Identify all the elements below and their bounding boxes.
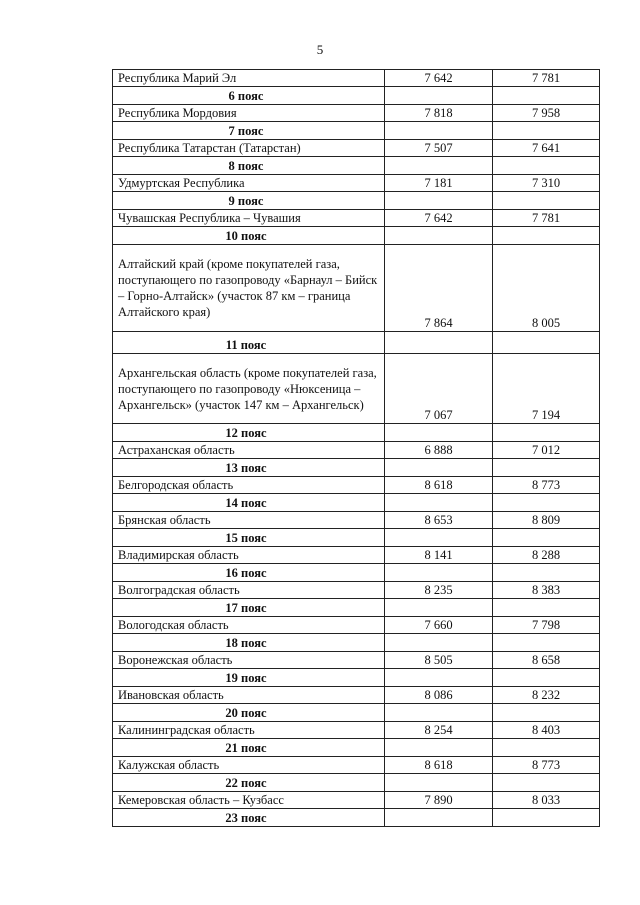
price-cell-1: 7 890 bbox=[385, 792, 493, 809]
table-row bbox=[113, 105, 600, 122]
empty-cell bbox=[493, 564, 600, 582]
region-cell: Волгоградская область bbox=[113, 582, 385, 599]
table-row bbox=[113, 175, 600, 192]
price-cell-2: 7 958 bbox=[493, 105, 600, 122]
zone-header-row bbox=[113, 494, 600, 512]
zone-header-row bbox=[113, 529, 600, 547]
empty-cell bbox=[385, 634, 493, 652]
empty-cell bbox=[493, 494, 600, 512]
region-cell: Кемеровская область – Кузбасс bbox=[113, 792, 385, 809]
region-cell: Чувашская Республика – Чувашия bbox=[113, 210, 385, 227]
empty-cell bbox=[493, 227, 600, 245]
price-cell-1: 7 642 bbox=[385, 210, 493, 227]
price-cell-1: 8 141 bbox=[385, 547, 493, 564]
table-row bbox=[113, 722, 600, 739]
zone-label: 11 пояс bbox=[113, 332, 385, 354]
price-cell-2: 8 288 bbox=[493, 547, 600, 564]
price-cell-2: 8 403 bbox=[493, 722, 600, 739]
zone-label: 15 пояс bbox=[113, 529, 385, 547]
region-cell: Республика Татарстан (Татарстан) bbox=[113, 140, 385, 157]
region-cell: Алтайский край (кроме покупателей газа, поступающего по газопроводу «Барнаул – Бийск – Горно-Алтайск» (участок 87 км – граница Алтайского края) bbox=[113, 245, 385, 332]
price-cell-1: 7 818 bbox=[385, 105, 493, 122]
table-row bbox=[113, 547, 600, 564]
zone-label: 17 пояс bbox=[113, 599, 385, 617]
price-cell-1: 7 660 bbox=[385, 617, 493, 634]
table-row bbox=[113, 617, 600, 634]
price-cell-2: 7 310 bbox=[493, 175, 600, 192]
empty-cell bbox=[385, 227, 493, 245]
price-cell-2: 7 194 bbox=[493, 354, 600, 424]
region-cell: Владимирская область bbox=[113, 547, 385, 564]
region-cell: Республика Мордовия bbox=[113, 105, 385, 122]
empty-cell bbox=[385, 739, 493, 757]
zone-header-row bbox=[113, 634, 600, 652]
empty-cell bbox=[385, 87, 493, 105]
zone-header-row bbox=[113, 192, 600, 210]
empty-cell bbox=[493, 669, 600, 687]
price-cell-2: 7 012 bbox=[493, 442, 600, 459]
region-cell: Белгородская область bbox=[113, 477, 385, 494]
zone-header-row bbox=[113, 459, 600, 477]
empty-cell bbox=[493, 809, 600, 827]
zone-header-row bbox=[113, 809, 600, 827]
zone-header-row bbox=[113, 157, 600, 175]
table-row bbox=[113, 140, 600, 157]
price-cell-1: 8 235 bbox=[385, 582, 493, 599]
zone-label: 10 пояс bbox=[113, 227, 385, 245]
region-cell: Астраханская область bbox=[113, 442, 385, 459]
price-cell-2: 8 383 bbox=[493, 582, 600, 599]
empty-cell bbox=[493, 774, 600, 792]
price-cell-2: 8 658 bbox=[493, 652, 600, 669]
empty-cell bbox=[385, 424, 493, 442]
empty-cell bbox=[493, 424, 600, 442]
zone-label: 7 пояс bbox=[113, 122, 385, 140]
price-cell-1: 8 618 bbox=[385, 477, 493, 494]
price-cell-2: 8 773 bbox=[493, 477, 600, 494]
price-cell-2: 8 005 bbox=[493, 245, 600, 332]
zone-label: 20 пояс bbox=[113, 704, 385, 722]
price-cell-2: 7 798 bbox=[493, 617, 600, 634]
price-cell-1: 7 642 bbox=[385, 70, 493, 87]
zone-header-row bbox=[113, 227, 600, 245]
zone-header-row bbox=[113, 122, 600, 140]
empty-cell bbox=[385, 157, 493, 175]
zone-label: 12 пояс bbox=[113, 424, 385, 442]
empty-cell bbox=[385, 494, 493, 512]
region-cell: Калужская область bbox=[113, 757, 385, 774]
region-cell: Воронежская область bbox=[113, 652, 385, 669]
empty-cell bbox=[493, 529, 600, 547]
empty-cell bbox=[385, 459, 493, 477]
empty-cell bbox=[385, 529, 493, 547]
price-cell-1: 8 254 bbox=[385, 722, 493, 739]
empty-cell bbox=[385, 192, 493, 210]
empty-cell bbox=[385, 332, 493, 354]
table-row bbox=[113, 792, 600, 809]
zone-header-row bbox=[113, 704, 600, 722]
table-row bbox=[113, 70, 600, 87]
region-cell: Калининградская область bbox=[113, 722, 385, 739]
price-cell-1: 8 086 bbox=[385, 687, 493, 704]
region-cell: Ивановская область bbox=[113, 687, 385, 704]
region-cell: Республика Марий Эл bbox=[113, 70, 385, 87]
empty-cell bbox=[493, 87, 600, 105]
zone-header-row bbox=[113, 669, 600, 687]
empty-cell bbox=[385, 774, 493, 792]
region-cell: Архангельская область (кроме покупателей газа, поступающего по газопроводу «Нюксеница – Архангельск» (участок 147 км – Архангельск) bbox=[113, 354, 385, 424]
zone-label: 22 пояс bbox=[113, 774, 385, 792]
table-row bbox=[113, 354, 600, 424]
price-cell-2: 7 781 bbox=[493, 210, 600, 227]
empty-cell bbox=[385, 599, 493, 617]
table-row bbox=[113, 652, 600, 669]
empty-cell bbox=[385, 669, 493, 687]
price-cell-2: 7 641 bbox=[493, 140, 600, 157]
region-cell: Удмуртская Республика bbox=[113, 175, 385, 192]
zone-label: 13 пояс bbox=[113, 459, 385, 477]
price-cell-1: 7 864 bbox=[385, 245, 493, 332]
table-row bbox=[113, 477, 600, 494]
page-number: 5 bbox=[316, 42, 324, 57]
price-cell-2: 8 033 bbox=[493, 792, 600, 809]
empty-cell bbox=[493, 739, 600, 757]
empty-cell bbox=[493, 634, 600, 652]
zone-header-row bbox=[113, 774, 600, 792]
price-table-body bbox=[113, 70, 600, 827]
price-cell-2: 8 232 bbox=[493, 687, 600, 704]
empty-cell bbox=[493, 157, 600, 175]
empty-cell bbox=[493, 704, 600, 722]
price-cell-2: 8 773 bbox=[493, 757, 600, 774]
zone-label: 8 пояс bbox=[113, 157, 385, 175]
table-row bbox=[113, 210, 600, 227]
empty-cell bbox=[385, 122, 493, 140]
table-row bbox=[113, 512, 600, 529]
empty-cell bbox=[493, 192, 600, 210]
price-cell-2: 7 781 bbox=[493, 70, 600, 87]
zone-header-row bbox=[113, 739, 600, 757]
zone-label: 19 пояс bbox=[113, 669, 385, 687]
zone-label: 9 пояс bbox=[113, 192, 385, 210]
price-cell-1: 8 505 bbox=[385, 652, 493, 669]
zone-label: 14 пояс bbox=[113, 494, 385, 512]
zone-header-row bbox=[113, 564, 600, 582]
zone-label: 21 пояс bbox=[113, 739, 385, 757]
empty-cell bbox=[385, 809, 493, 827]
price-cell-1: 8 653 bbox=[385, 512, 493, 529]
region-cell: Брянская область bbox=[113, 512, 385, 529]
zone-label: 18 пояс bbox=[113, 634, 385, 652]
price-cell-2: 8 809 bbox=[493, 512, 600, 529]
zone-header-row bbox=[113, 599, 600, 617]
zone-header-row bbox=[113, 332, 600, 354]
table-row bbox=[113, 687, 600, 704]
empty-cell bbox=[493, 122, 600, 140]
table-row bbox=[113, 757, 600, 774]
price-cell-1: 8 618 bbox=[385, 757, 493, 774]
zone-header-row bbox=[113, 87, 600, 105]
zone-label: 23 пояс bbox=[113, 809, 385, 827]
price-cell-1: 7 181 bbox=[385, 175, 493, 192]
price-cell-1: 7 507 bbox=[385, 140, 493, 157]
table-row bbox=[113, 245, 600, 332]
empty-cell bbox=[385, 704, 493, 722]
price-table bbox=[112, 69, 600, 827]
empty-cell bbox=[493, 332, 600, 354]
empty-cell bbox=[493, 599, 600, 617]
empty-cell bbox=[493, 459, 600, 477]
price-cell-1: 7 067 bbox=[385, 354, 493, 424]
empty-cell bbox=[385, 564, 493, 582]
zone-header-row bbox=[113, 424, 600, 442]
zone-label: 6 пояс bbox=[113, 87, 385, 105]
region-cell: Вологодская область bbox=[113, 617, 385, 634]
zone-label: 16 пояс bbox=[113, 564, 385, 582]
table-row bbox=[113, 442, 600, 459]
table-row bbox=[113, 582, 600, 599]
price-cell-1: 6 888 bbox=[385, 442, 493, 459]
